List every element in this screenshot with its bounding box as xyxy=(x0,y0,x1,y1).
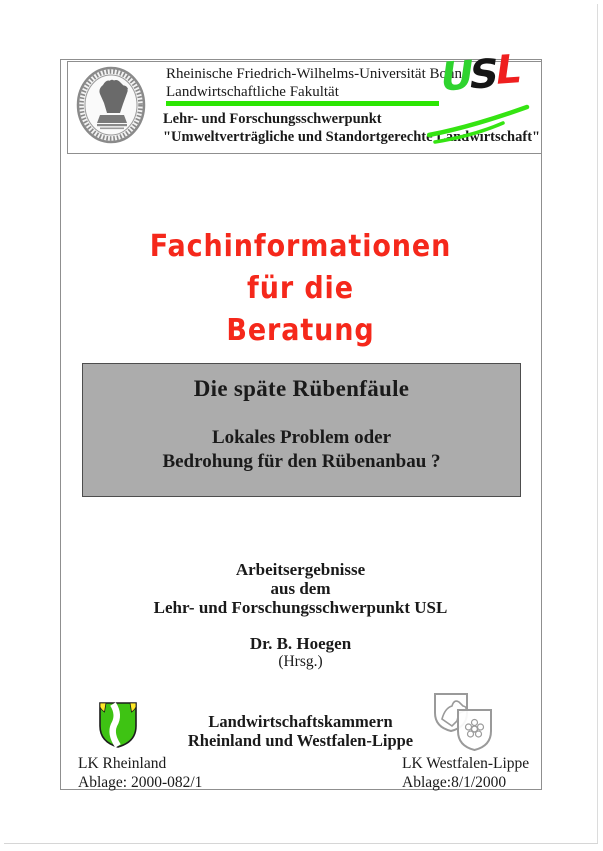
publication-line2: aus dem xyxy=(270,579,331,598)
main-title-line1: Fachinformationen xyxy=(149,229,452,264)
main-title-line3: Beratung xyxy=(226,313,375,348)
publication-info xyxy=(60,560,541,670)
footer-right-org: LK Westfalen-Lippe xyxy=(402,755,530,772)
chambers-line1: Landwirtschaftskammern xyxy=(208,712,393,731)
subject-sub-line1: Lokales Problem oder xyxy=(211,427,392,448)
footer-left-org: LK Rheinland xyxy=(78,755,167,772)
usl-letter-u: U xyxy=(437,52,477,101)
footer-left-ablage: Ablage: 2000-082/1 xyxy=(78,773,203,791)
page-scan-edge-bottom xyxy=(4,843,598,844)
publication-line3: Lehr- und Forschungsschwerpunkt USL xyxy=(153,598,448,617)
program-line2: "Umweltverträgliche und Standortgerechte Landwirtschaft" xyxy=(163,129,541,145)
chambers-line2: Rheinland und Westfalen-Lippe xyxy=(187,731,414,750)
usl-logo xyxy=(427,46,535,145)
editor-suffix: (Hrsg.) xyxy=(278,653,323,670)
rheinland-shield-icon xyxy=(96,700,140,750)
university-line2: Landwirtschaftliche Fakultät xyxy=(166,84,339,100)
page-scan-edge-right xyxy=(597,4,598,844)
footer-right-ablage: Ablage:8/1/2000 xyxy=(402,773,507,791)
university-line1: Rheinische Friedrich-Wilhelms-Universität Bonn xyxy=(166,66,463,82)
usl-letters xyxy=(437,46,525,101)
main-title-line2: für die xyxy=(247,271,354,306)
usl-letter-l: L xyxy=(492,46,525,94)
usl-swoosh-icon xyxy=(427,99,535,150)
subject-subtitle xyxy=(83,426,520,474)
subject-heading: Die späte Rübenfäule xyxy=(193,376,410,401)
usl-letter-s: S xyxy=(466,50,502,99)
green-divider xyxy=(166,101,439,106)
university-seal-icon xyxy=(75,65,147,145)
footer-left xyxy=(78,755,202,792)
main-title xyxy=(84,226,517,352)
subject-sub-line2: Bedrohung für den Rübenanbau ? xyxy=(162,451,441,472)
westfalen-lippe-shields-icon xyxy=(432,692,494,758)
university-name xyxy=(166,65,462,101)
editor-name: Dr. B. Hoegen xyxy=(249,634,352,653)
subject-box xyxy=(82,363,521,497)
footer-right xyxy=(402,755,529,792)
publication-line1: Arbeitsergebnisse xyxy=(235,560,366,579)
program-line1: Lehr- und Forschungsschwerpunkt xyxy=(163,111,382,127)
header-box xyxy=(67,46,542,154)
